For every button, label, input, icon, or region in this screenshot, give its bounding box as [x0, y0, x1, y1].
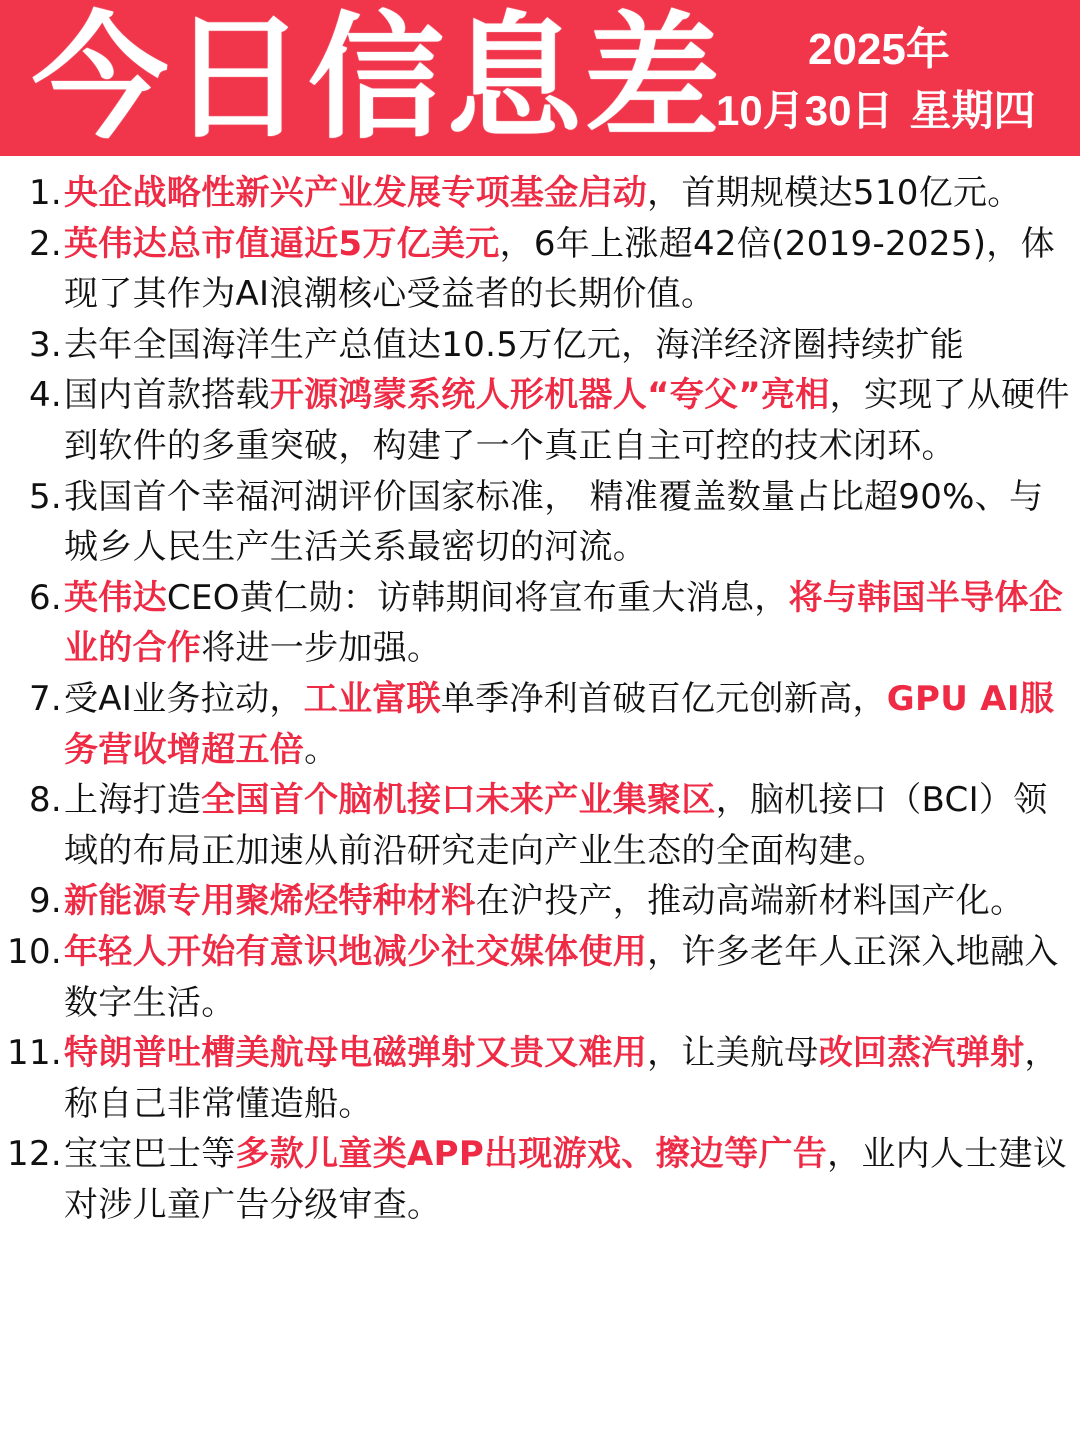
news-item: [0, 168, 1080, 219]
news-item-highlight: 全国首个脑机接口未来产业集聚区: [201, 780, 716, 821]
news-item-text: CEO黄仁勋：访韩期间将宣布重大消息，: [166, 577, 789, 618]
news-item-number: 2.: [28, 223, 62, 264]
news-item-number: 6.: [28, 577, 62, 618]
news-item: [0, 1028, 1080, 1129]
news-item-highlight: 年轻人开始有意识地减少社交媒体使用: [64, 931, 648, 972]
news-item-highlight: 工业富联: [303, 678, 441, 719]
news-item-text: 单季净利首破百亿元创新高，: [440, 678, 887, 719]
news-item: [0, 927, 1080, 1028]
page-title: 今日信息差: [32, 0, 722, 158]
news-item-number: 12.: [7, 1134, 62, 1175]
news-item-highlight: 新能源专用聚烯烃特种材料: [64, 881, 476, 922]
news-item-number: 8.: [28, 780, 62, 821]
news-item-text: ，许多老年人正深入地融入数字生活。: [64, 931, 1059, 1023]
news-item: [0, 573, 1080, 674]
news-item-highlight: 英伟达: [64, 577, 167, 618]
news-item-highlight: 改回蒸汽弹射: [818, 1033, 1025, 1074]
news-item-highlight: 特朗普吐槽美航母电磁弹射又贵又难用: [64, 1033, 648, 1074]
news-item-highlight: 英伟达总市值逼近5万亿美元: [64, 223, 500, 264]
news-item-text: 上海打造: [64, 780, 202, 821]
news-item: [0, 775, 1080, 876]
news-item-text: 将进一步加强。: [201, 628, 442, 669]
news-item-highlight: 央企战略性新兴产业发展专项基金启动: [64, 173, 648, 213]
news-item-text: 受AI业务拉动，: [64, 678, 304, 719]
news-item-text: ，脑机接口（BCI）领域的布局正加速从前沿研究走向产业生态的全面构建。: [64, 780, 1048, 871]
news-list: [0, 168, 1080, 1230]
news-item: [0, 674, 1080, 775]
news-item-number: 5.: [28, 476, 62, 517]
news-item-text: ，6年上涨超42倍(2019-2025)，体现了其作为AI浪潮核心受益者的长期价值。: [64, 223, 1055, 315]
news-item-text: 我国首个幸福河湖评价国家标准， 精准覆盖数量占比超90%、与城乡人民生产生活关系最密切的河流。: [64, 476, 1044, 568]
news-item-highlight: GPU AI服务营收增超五倍: [64, 678, 1055, 770]
news-item-text: ，首期规模达510亿元。: [647, 173, 1022, 213]
news-item: [0, 472, 1080, 573]
news-item-number: 11.: [7, 1033, 62, 1074]
news-item-number: 9.: [28, 881, 62, 922]
date-day: 10月30日: [716, 87, 894, 134]
news-item-text: 去年全国海洋生产总值达10.5万亿元，海洋经济圈持续扩能: [64, 324, 965, 365]
news-item-text: ，业内人士建议对涉儿童广告分级审查。: [64, 1134, 1068, 1225]
news-item-text: 在沪投产，推动高端新材料国产化。: [475, 881, 1025, 922]
news-item: [0, 876, 1080, 927]
news-item-highlight: 多款儿童类APP出现游戏、擦边等广告: [235, 1134, 828, 1175]
date-weekday: 星期四: [909, 87, 1036, 134]
news-item-text: 宝宝巴士等: [64, 1134, 236, 1175]
news-item-number: 3.: [28, 324, 62, 365]
news-item-text: 。: [304, 729, 339, 770]
news-item: [0, 370, 1080, 471]
news-item-highlight: 将与韩国半导体企业的合作: [64, 577, 1063, 669]
date-year: 2025年: [808, 25, 950, 74]
news-item-text: ，实现了从硬件到软件的多重突破，构建了一个真正自主可控的技术闭环。: [64, 375, 1070, 466]
news-item-number: 7.: [28, 678, 62, 719]
news-item-number: 1.: [28, 173, 62, 213]
news-item-number: 4.: [28, 375, 62, 416]
date-line: [716, 86, 1035, 136]
news-item-highlight: 开源鸿蒙系统人形机器人“夸父”亮相: [269, 375, 830, 416]
news-item-text: ，称自己非常懂造船。: [64, 1033, 1059, 1124]
news-item: [0, 219, 1080, 320]
news-item: [0, 320, 1080, 371]
news-item-text: 国内首款搭载: [64, 375, 270, 416]
news-item: [0, 1129, 1080, 1230]
news-item-text: ，让美航母: [647, 1033, 819, 1074]
news-item-number: 10.: [7, 931, 62, 972]
header-banner: [0, 0, 1080, 156]
